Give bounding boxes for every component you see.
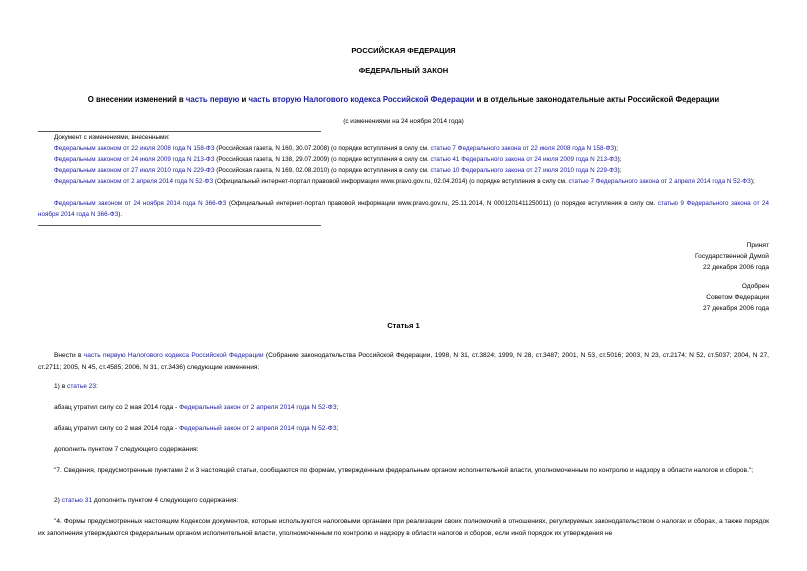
link-tax-code-part-one[interactable]: часть первую Налогового кодекса Российской Федерации bbox=[83, 352, 264, 359]
lost-force-paragraph: абзац утратил силу со 2 мая 2014 года - Федеральный закон от 2 апреля 2014 года N 52-ФЗ; bbox=[54, 404, 339, 411]
amendment-item: Федеральным законом от 24 июля 2009 года N 213-ФЗ (Российская газета, N 138, 29.07.2009) (о порядке вступления в силу см. статью 41 Федерального закона от 24 июля 2009 года N 213-ФЗ); bbox=[54, 156, 622, 163]
amendment-law-link[interactable]: Федеральным законом от 24 ноября 2014 года N 366-ФЗ bbox=[54, 200, 227, 207]
accepted-body: Государственной Думой bbox=[695, 253, 769, 260]
link-part-one[interactable]: часть первую bbox=[185, 95, 240, 104]
accepted-label: Принят bbox=[746, 242, 769, 249]
item-2: 2) статью 31 дополнить пунктом 4 следующего содержания: bbox=[54, 497, 239, 504]
accepted-block bbox=[695, 240, 769, 273]
link-law-52fz[interactable]: Федеральный закон от 2 апреля 2014 года N 52-ФЗ bbox=[179, 404, 337, 411]
approved-label: Одобрен bbox=[741, 283, 769, 290]
addition-paragraph: дополнить пунктом 7 следующего содержания: bbox=[54, 446, 199, 453]
article-intro: Внести в часть первую Налогового кодекса Российской Федерации (Собрание законодательства Российской Федерации, 1998, N 31, ст.3824; 1999, N 28, ст.3487; 2001, N 53, ст.5016; 2003, N 23, ст.2174; N 52, ст.5037; 2004, N 27, ст.2711; 2005, N 45, ст.4585; 2006, N 31, ст.3436) следующие изменения: bbox=[38, 352, 769, 371]
doc-type-heading: ФЕДЕРАЛЬНЫЙ ЗАКОН bbox=[358, 66, 449, 75]
approved-date: 27 декабря 2006 года bbox=[703, 305, 769, 312]
title-text-1: О внесении изменений в bbox=[87, 95, 186, 104]
amendment-item: Федеральным законом от 24 ноября 2014 года N 366-ФЗ (Официальный интернет-портал правовой информации www.pravo.gov.ru, 25.11.2014, N 0001201411250011) (о порядке вступления в силу см. статью 9 Федерального закона от 24 ноября 2014 года N 366-ФЗ). bbox=[38, 200, 769, 218]
approved-body: Советом Федерации bbox=[706, 294, 769, 301]
lost-force-paragraph: абзац утратил силу со 2 мая 2014 года - Федеральный закон от 2 апреля 2014 года N 52-ФЗ; bbox=[54, 425, 339, 432]
quoted-paragraph-4: "4. Формы предусмотренных настоящим Кодексом документов, которые используются налоговыми органами при реализации своих полномочий в отношениях, регулируемых законодательством о налогах и сборах, а также порядок их заполнения утверждаются федеральным органом исполнительной власти, уполномоченным по контролю и надзору в области налогов и сборов, если иной порядок их утверждения не bbox=[38, 518, 769, 537]
amendment-law-link[interactable]: Федеральным законом от 27 июля 2010 года N 229-ФЗ bbox=[54, 167, 215, 174]
amendment-item: Федеральным законом от 27 июля 2010 года N 229-ФЗ (Российская газета, N 169, 02.08.2010) (о порядке вступления в силу см. статью 10 Федерального закона от 27 июля 2010 года N 229-ФЗ); bbox=[54, 167, 622, 174]
quoted-paragraph-7: "7. Сведения, предусмотренные пунктами 2 и 3 настоящей статьи, сообщаются по формам, утвержденным федеральным органом исполнительной власти, уполномоченным по контролю и надзору в области налогов и сборов."; bbox=[54, 467, 754, 474]
amendment-item: Федеральным законом от 2 апреля 2014 года N 52-ФЗ (Официальный интернет-портал правовой информации www.pravo.gov.ru, 02.04.2014) (о порядке вступления в силу см. статью 7 Федерального закона от 2 апреля 2014 года N 52-ФЗ); bbox=[54, 178, 755, 185]
amendments-heading: Документ с изменениями, внесенными: bbox=[54, 134, 170, 141]
link-article-23[interactable]: статье 23 bbox=[67, 383, 97, 390]
link-article-31[interactable]: статью 31 bbox=[61, 497, 93, 504]
divider-bottom bbox=[38, 225, 321, 226]
item-1: 1) в статье 23: bbox=[54, 383, 98, 390]
amendment-law-link[interactable]: Федеральным законом от 22 июля 2008 года N 158-ФЗ bbox=[54, 145, 215, 152]
approved-block bbox=[703, 281, 769, 314]
link-part-two[interactable]: часть вторую Налогового кодекса Российской Федерации bbox=[248, 95, 475, 104]
country-heading: РОССИЙСКАЯ ФЕДЕРАЦИЯ bbox=[351, 46, 456, 55]
divider-top bbox=[38, 131, 321, 132]
article-heading: Статья 1 bbox=[387, 321, 420, 330]
accepted-date: 22 декабря 2006 года bbox=[703, 264, 769, 271]
amendment-article-link[interactable]: статью 7 Федерального закона от 2 апреля 2014 года N 52-ФЗ bbox=[568, 178, 751, 185]
title-text-2: и bbox=[239, 95, 249, 104]
document-title bbox=[0, 95, 807, 104]
amendment-item: Федеральным законом от 22 июля 2008 года N 158-ФЗ (Российская газета, N 160, 30.07.2008) (о порядке вступления в силу см. статью 7 Федерального закона от 22 июля 2008 года N 158-ФЗ); bbox=[54, 145, 619, 152]
amendment-article-link[interactable]: статью 10 Федерального закона от 27 июля 2010 года N 229-ФЗ bbox=[430, 167, 618, 174]
revision-note: (с изменениями на 24 ноября 2014 года) bbox=[343, 118, 464, 125]
amendment-article-link[interactable]: статью 9 Федерального закона от 24 ноября 2014 года N 366-ФЗ bbox=[38, 200, 769, 218]
amendment-article-link[interactable]: статью 7 Федерального закона от 22 июля 2008 года N 158-ФЗ bbox=[430, 145, 615, 152]
amendment-law-link[interactable]: Федеральным законом от 24 июля 2009 года N 213-ФЗ bbox=[54, 156, 215, 163]
amendment-law-link[interactable]: Федеральным законом от 2 апреля 2014 года N 52-ФЗ bbox=[54, 178, 214, 185]
amendment-article-link[interactable]: статью 41 Федерального закона от 24 июля 2009 года N 213-ФЗ bbox=[430, 156, 618, 163]
title-text-3: и в отдельные законодательные акты Российской Федерации bbox=[474, 95, 720, 104]
link-law-52fz[interactable]: Федеральный закон от 2 апреля 2014 года N 52-ФЗ bbox=[179, 425, 337, 432]
